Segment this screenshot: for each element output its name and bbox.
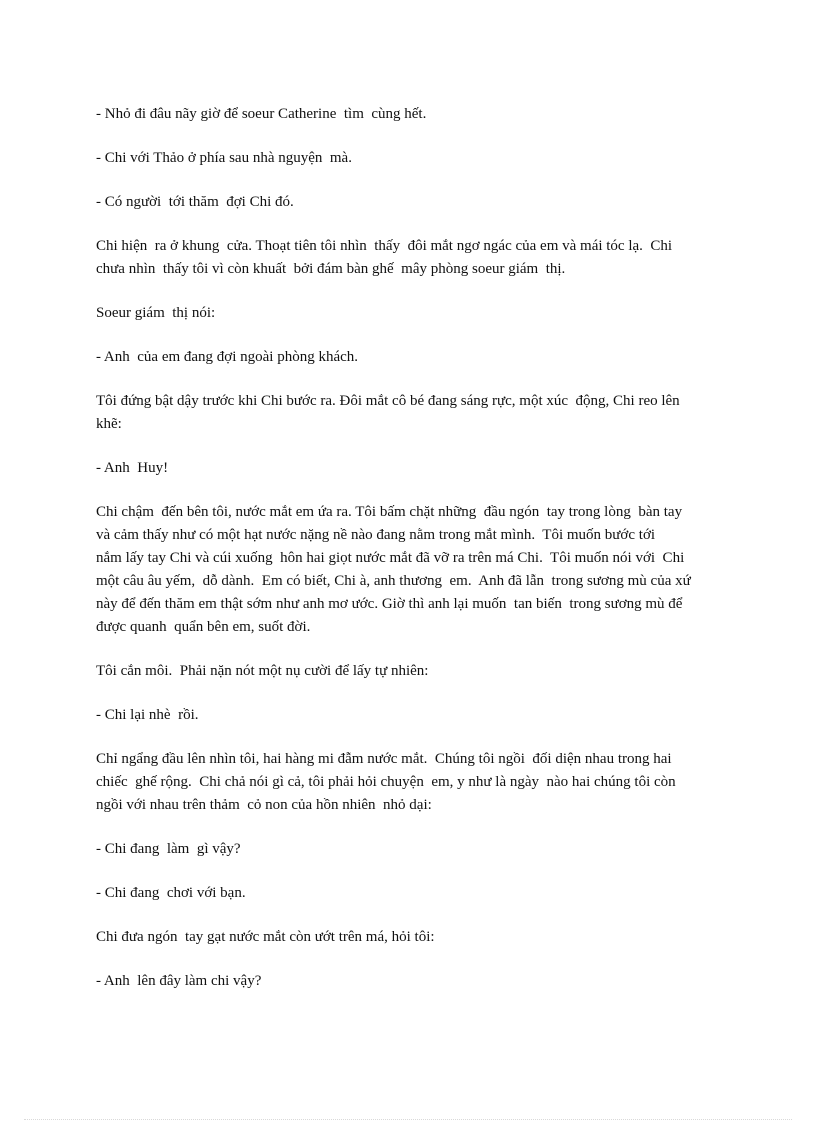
paragraph: Chỉ ngẩng đầu lên nhìn tôi, hai hàng mi đẫm nước mắt. Chúng tôi ngồi đối diện nhau trong hai chiếc ghế rộng. Chi chả nói gì cả, tôi phải hỏi chuyện em, y như là ngày nào hai chúng tôi còn ngồi với nhau trên thảm cỏ non của hồn nhiên nhỏ dại: [96, 751, 676, 813]
paragraph: Chi hiện ra ở khung cửa. Thoạt tiên tôi nhìn thấy đôi mắt ngơ ngác của em và mái tóc lạ. Chi chưa nhìn thấy tôi vì còn khuất bởi đám bàn ghế mây phòng soeur giám thị. [96, 238, 673, 277]
paragraph: Tôi đứng bật dậy trước khi Chi bước ra. Đôi mắt cô bé đang sáng rực, một xúc động, Chi reo lên khẽ: [96, 393, 680, 432]
paragraph: - Chi đang làm gì vậy? [96, 841, 241, 857]
paragraph: - Anh Huy! [96, 460, 169, 476]
document-body [96, 103, 722, 1014]
paragraph: - Chi với Thảo ở phía sau nhà nguyện mà. [96, 150, 352, 166]
paragraph: - Nhỏ đi đâu nãy giờ để soeur Catherine tìm cùng hết. [96, 106, 427, 122]
paragraph: - Có người tới thăm đợi Chi đó. [96, 194, 294, 210]
paragraph: Chi đưa ngón tay gạt nước mắt còn ướt trên má, hỏi tôi: [96, 929, 435, 945]
paragraph: - Chi lại nhè rồi. [96, 707, 199, 723]
paragraph: Soeur giám thị nói: [96, 305, 216, 321]
paragraph: - Anh lên đây làm chi vậy? [96, 973, 262, 989]
page-bottom-divider [24, 1119, 792, 1120]
paragraph: Tôi cắn môi. Phải nặn nót một nụ cười để lấy tự nhiên: [96, 663, 429, 679]
paragraph: - Chi đang chơi với bạn. [96, 885, 246, 901]
paragraph: Chi chậm đến bên tôi, nước mắt em ứa ra. Tôi bấm chặt những đầu ngón tay trong lòng bàn tay và cảm thấy như có một hạt nước nặng nề nào đang nằm trong mắt mình. Tôi muốn bước tới nắm lấy tay Chi và cúi xuống hôn hai giọt nước mắt đã vỡ ra trên má Chi. Tôi muốn nói với Chi một câu âu yếm, dỗ dành. Em có biết, Chi à, anh thương em. Anh đã lẫn trong sương mù của xứ này để đến thăm em thật sớm như anh mơ ước. Giờ thì anh lại muốn tan biến trong sương mù để được quanh quẩn bên em, suốt đời. [96, 504, 691, 635]
paragraph: - Anh của em đang đợi ngoài phòng khách. [96, 349, 359, 365]
